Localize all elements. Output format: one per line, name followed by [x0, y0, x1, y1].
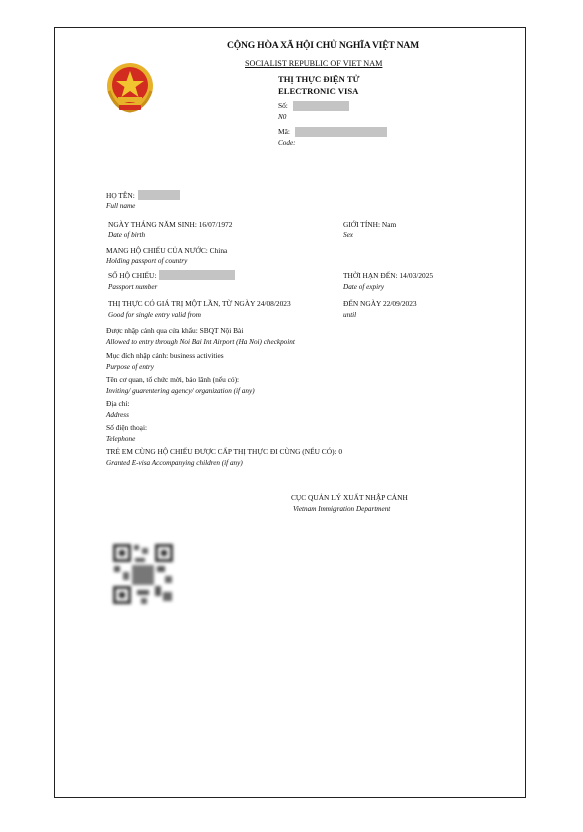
- expiry-label-en: Date of expiry: [343, 283, 385, 291]
- agency-vi: Tên cơ quan, tổ chức mời, bảo lãnh (nếu có):: [106, 375, 240, 384]
- redacted-visa-code: [295, 127, 387, 137]
- dob-label-en: Date of birth: [108, 231, 146, 239]
- purpose-en: Purpose of entry: [106, 363, 154, 371]
- dob-label-vi: NGÀY THÁNG NĂM SINH: 16/07/1972: [108, 220, 233, 229]
- country-name-vi: CỘNG HÒA XÃ HỘI CHỦ NGHĨA VIỆT NAM: [227, 40, 419, 51]
- phone-en: Telephone: [106, 435, 136, 443]
- country-name-en: SOCIALIST REPUBLIC OF VIET NAM: [245, 59, 383, 68]
- phone-vi: Số điện thoại:: [106, 423, 148, 432]
- authority-name-vi: CỤC QUẢN LÝ XUẤT NHẬP CẢNH: [291, 493, 408, 502]
- sex-label-en: Sex: [343, 231, 353, 239]
- fullname-label-en: Full name: [106, 202, 136, 210]
- purpose-vi: Mục đích nhập cảnh: business activities: [106, 351, 224, 360]
- redacted-passport-number: [159, 270, 235, 280]
- until-vi: ĐẾN NGÀY 22/09/2023: [343, 299, 417, 308]
- visa-document: [54, 27, 526, 798]
- valid-from-vi: THỊ THỰC CÓ GIÁ TRỊ MỘT LẦN, TỪ NGÀY 24/08/2023: [108, 299, 291, 308]
- authority-name-en: Vietnam Immigration Department: [293, 505, 391, 513]
- passport-number-label-vi: SỐ HỘ CHIẾU:: [108, 271, 157, 280]
- sex-label-vi: GIỚI TÍNH: Nam: [343, 220, 397, 229]
- passport-country-en: Holding passport of country: [106, 257, 188, 265]
- address-vi: Địa chỉ:: [106, 399, 130, 408]
- code-label-vi: Mã:: [278, 127, 290, 136]
- visa-title-en: ELECTRONIC VISA: [278, 86, 359, 96]
- passport-number-label-en: Passport number: [108, 283, 158, 291]
- qr-code-icon: [105, 536, 181, 612]
- valid-from-en: Good for single entry valid from: [108, 311, 201, 319]
- agency-en: Inviting/ guarentering agency/ organization (if any): [106, 387, 255, 395]
- children-en: Granted E-visa Accompanying children (if any): [106, 459, 243, 467]
- code-label-en: Code:: [278, 139, 296, 147]
- expiry-label-vi: THỜI HẠN ĐẾN: 14/03/2025: [343, 271, 434, 280]
- entry-checkpoint-vi: Được nhập cảnh qua cửa khẩu: SBQT Nội Bài: [106, 326, 244, 335]
- number-label-en: N0: [278, 113, 287, 121]
- redacted-fullname: [138, 190, 180, 200]
- vietnam-national-emblem-icon: [105, 61, 155, 113]
- passport-country-vi: MANG HỘ CHIẾU CỦA NƯỚC: China: [106, 246, 228, 255]
- fullname-label-vi: HỌ TÊN:: [106, 191, 135, 200]
- number-label-vi: Số:: [278, 101, 288, 110]
- visa-title-vi: THỊ THỰC ĐIỆN TỬ: [278, 74, 360, 84]
- children-vi: TRẺ EM CÙNG HỘ CHIẾU ĐƯỢC CẤP THỊ THỰC ĐI CÙNG (NẾU CÓ): 0: [106, 447, 343, 456]
- until-en: until: [343, 311, 357, 319]
- entry-checkpoint-en: Allowed to entry through Noi Bai Int Airport (Ha Noi) checkpoint: [106, 338, 295, 346]
- address-en: Address: [106, 411, 129, 419]
- redacted-visa-number: [293, 101, 349, 111]
